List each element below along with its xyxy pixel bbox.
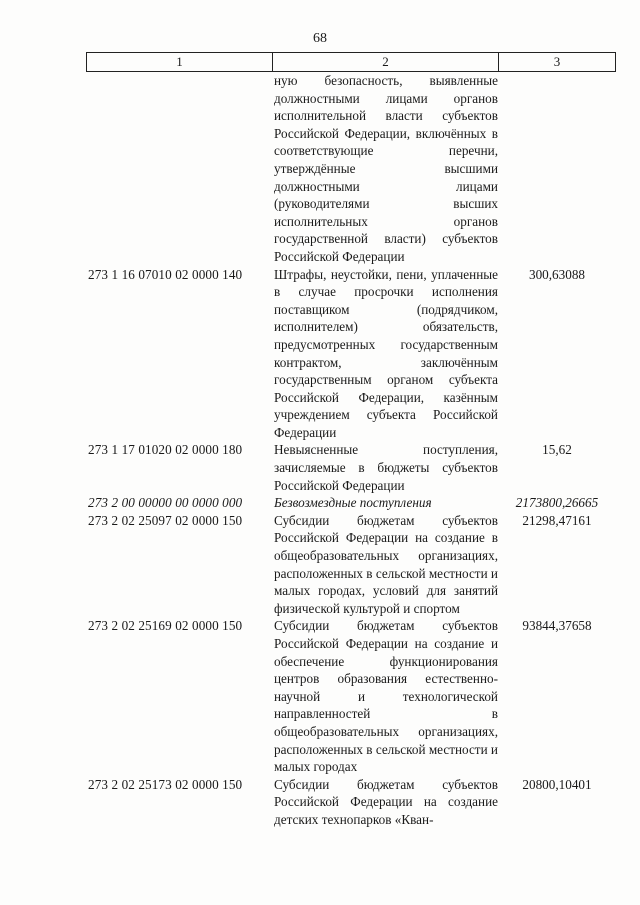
row-code: 273 2 02 25097 02 0000 150 (88, 512, 243, 528)
row-code: 273 1 16 07010 02 0000 140 (88, 266, 243, 282)
row-amount: 15,62 (542, 442, 572, 458)
row-name: Субсидии бюджетам субъектов Российской Федерации на создание в общеобразовательных организациях, расположенных в сельской местности и малых городах, условий для занятий физической культурой и спортом (274, 512, 498, 616)
table-row (86, 266, 616, 442)
row-name: Субсидии бюджетам субъектов Российской Федерации на создание и обеспечение функционирования центров образования естественно-научной и технологической направленностей в общеобразовательных организациях, расположенных в сельской местности и малых городах (274, 618, 498, 775)
row-amount (498, 72, 616, 266)
header-col-3: 3 (553, 54, 561, 69)
row-name: Субсидии бюджетам субъектов Российской Федерации на создание детских технопарков «Кван- (274, 776, 498, 827)
table-header (86, 52, 616, 72)
table-body (86, 72, 616, 829)
table-row (86, 441, 616, 494)
row-amount: 93844,37658 (522, 618, 592, 634)
row-code: 273 2 02 25169 02 0000 150 (88, 618, 243, 634)
row-code (86, 72, 272, 266)
row-amount: 2173800,26665 (515, 495, 599, 511)
row-name: Невыясненные поступления, зачисляемые в бюджеты субъектов Российской Федерации (274, 442, 498, 493)
header-col-2: 2 (273, 53, 499, 71)
header-col-1: 1 (87, 53, 273, 71)
row-amount: 21298,47161 (522, 512, 592, 528)
row-amount: 300,63088 (528, 266, 586, 282)
row-name: Штрафы, неустойки, пени, уплаченные в случае просрочки исполнения поставщиком (подрядчиком, исполнителем) обязательств, предусмотренных государственным контрактом, заключённым государственным органом субъекта Российской Федерации, казённым учреждением субъекта Российской Федерации (274, 266, 498, 440)
row-amount: 20800,10401 (522, 776, 592, 792)
row-name: ную безопасность, выявленные должностными лицами органов исполнительной власти субъектов Российской Федерации, включённых в соответствующие перечни, утверждённые высшими должностными лицами (руководителями высших исполнительных органов государственной власти) субъектов Российской Федерации (274, 73, 498, 264)
row-code: 273 2 00 00000 00 0000 000 (88, 495, 243, 511)
table-row (86, 512, 616, 618)
row-name: Безвозмездные поступления (274, 495, 432, 511)
table-row (86, 72, 616, 266)
row-code: 273 1 17 01020 02 0000 180 (88, 442, 243, 458)
page-number: 68 (313, 31, 327, 46)
table-row (86, 494, 616, 512)
table-row (86, 776, 616, 829)
table-row (86, 617, 616, 775)
row-code: 273 2 02 25173 02 0000 150 (88, 776, 243, 792)
